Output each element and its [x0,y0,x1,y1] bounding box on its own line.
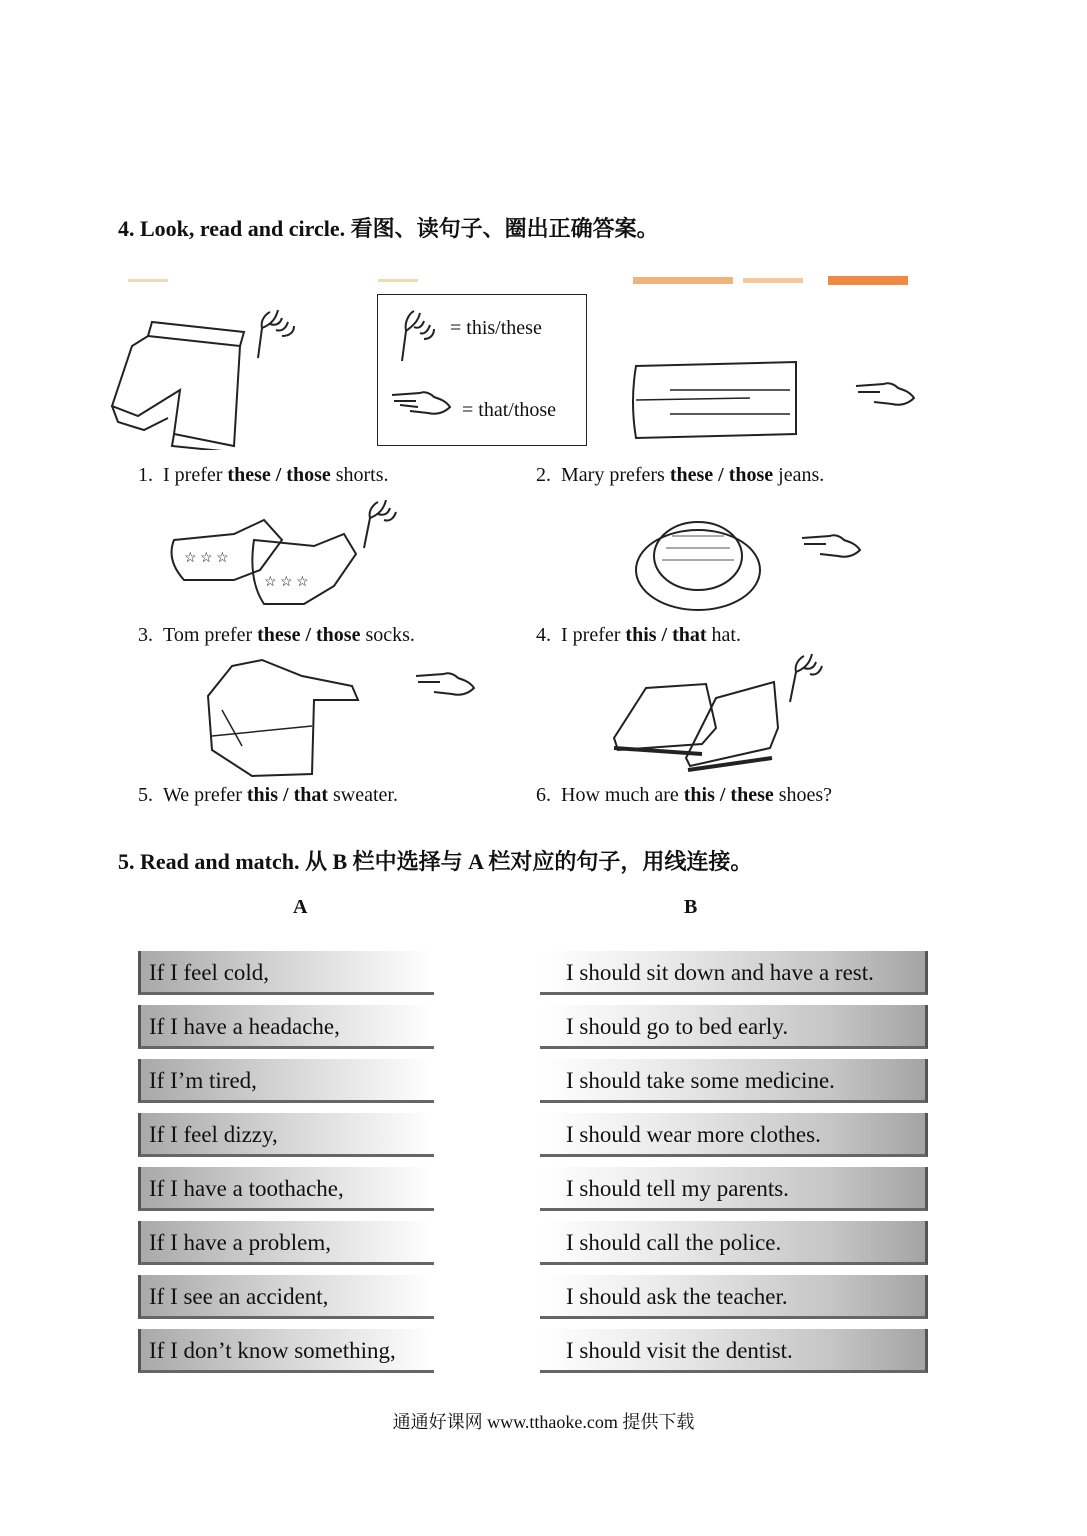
shoes-picture [606,648,842,778]
pointing-down-hand-icon [396,307,440,363]
legend-that-those: = that/those [462,399,557,421]
answer-options-2[interactable]: these / those [669,464,774,486]
question-4: 4. I prefer this / that hat. [536,624,741,646]
socks-picture [164,500,410,612]
question-1: 1. I prefer these / those shorts. [138,464,389,486]
match-a-4[interactable]: If I feel dizzy, [138,1113,434,1157]
sweater-picture [202,656,484,780]
match-a-8[interactable]: If I don’t know something, [138,1329,434,1373]
match-a-7[interactable]: If I see an accident, [138,1275,434,1319]
match-a-3[interactable]: If I’m tired, [138,1059,434,1103]
pointing-right-hand-icon [390,387,454,419]
answer-options-3[interactable]: these / those [257,624,361,646]
answer-options-1[interactable]: these / those [227,464,331,486]
legend-box [377,294,587,446]
answer-options-5[interactable]: this / that [246,784,329,806]
match-b-6[interactable]: I should call the police. [540,1221,928,1265]
match-b-2[interactable]: I should go to bed early. [540,1005,928,1049]
match-b-7[interactable]: I should ask the teacher. [540,1275,928,1319]
match-a-1[interactable]: If I feel cold, [138,951,434,995]
legend-this-these: = this/these [450,317,542,339]
section-4-heading: 4. Look, read and circle. 看图、读句子、圈出正确答案。 [118,216,659,241]
section-5-heading: 5. Read and match. 从 B 栏中选择与 A 栏对应的句子，用线连接。 [118,849,753,874]
match-b-8[interactable]: I should visit the dentist. [540,1329,928,1373]
match-a-2[interactable]: If I have a headache, [138,1005,434,1049]
hat-picture [632,508,872,614]
match-b-3[interactable]: I should take some medicine. [540,1059,928,1103]
svg-text:☆ ☆ ☆: ☆ ☆ ☆ [264,575,309,590]
answer-options-4[interactable]: this / that [625,624,707,646]
decorative-strip [128,276,908,286]
match-a-6[interactable]: If I have a problem, [138,1221,434,1265]
svg-text:☆ ☆ ☆: ☆ ☆ ☆ [184,551,229,566]
match-b-1[interactable]: I should sit down and have a rest. [540,951,928,995]
answer-options-6[interactable]: this / these [683,784,774,806]
jeans-picture [630,356,924,442]
match-b-5[interactable]: I should tell my parents. [540,1167,928,1211]
question-3: 3. Tom prefer these / those socks. [138,624,415,646]
question-6: 6. How much are this / these shoes? [536,784,833,806]
footer-credit: 通通好课网 www.tthaoke.com 提供下载 [392,1412,695,1432]
column-a-label: A [293,896,308,918]
shorts-picture [108,306,308,450]
question-5: 5. We prefer this / that sweater. [138,784,398,806]
column-b-label: B [684,896,698,918]
match-a-5[interactable]: If I have a toothache, [138,1167,434,1211]
match-b-4[interactable]: I should wear more clothes. [540,1113,928,1157]
question-2: 2. Mary prefers these / those jeans. [536,464,825,486]
